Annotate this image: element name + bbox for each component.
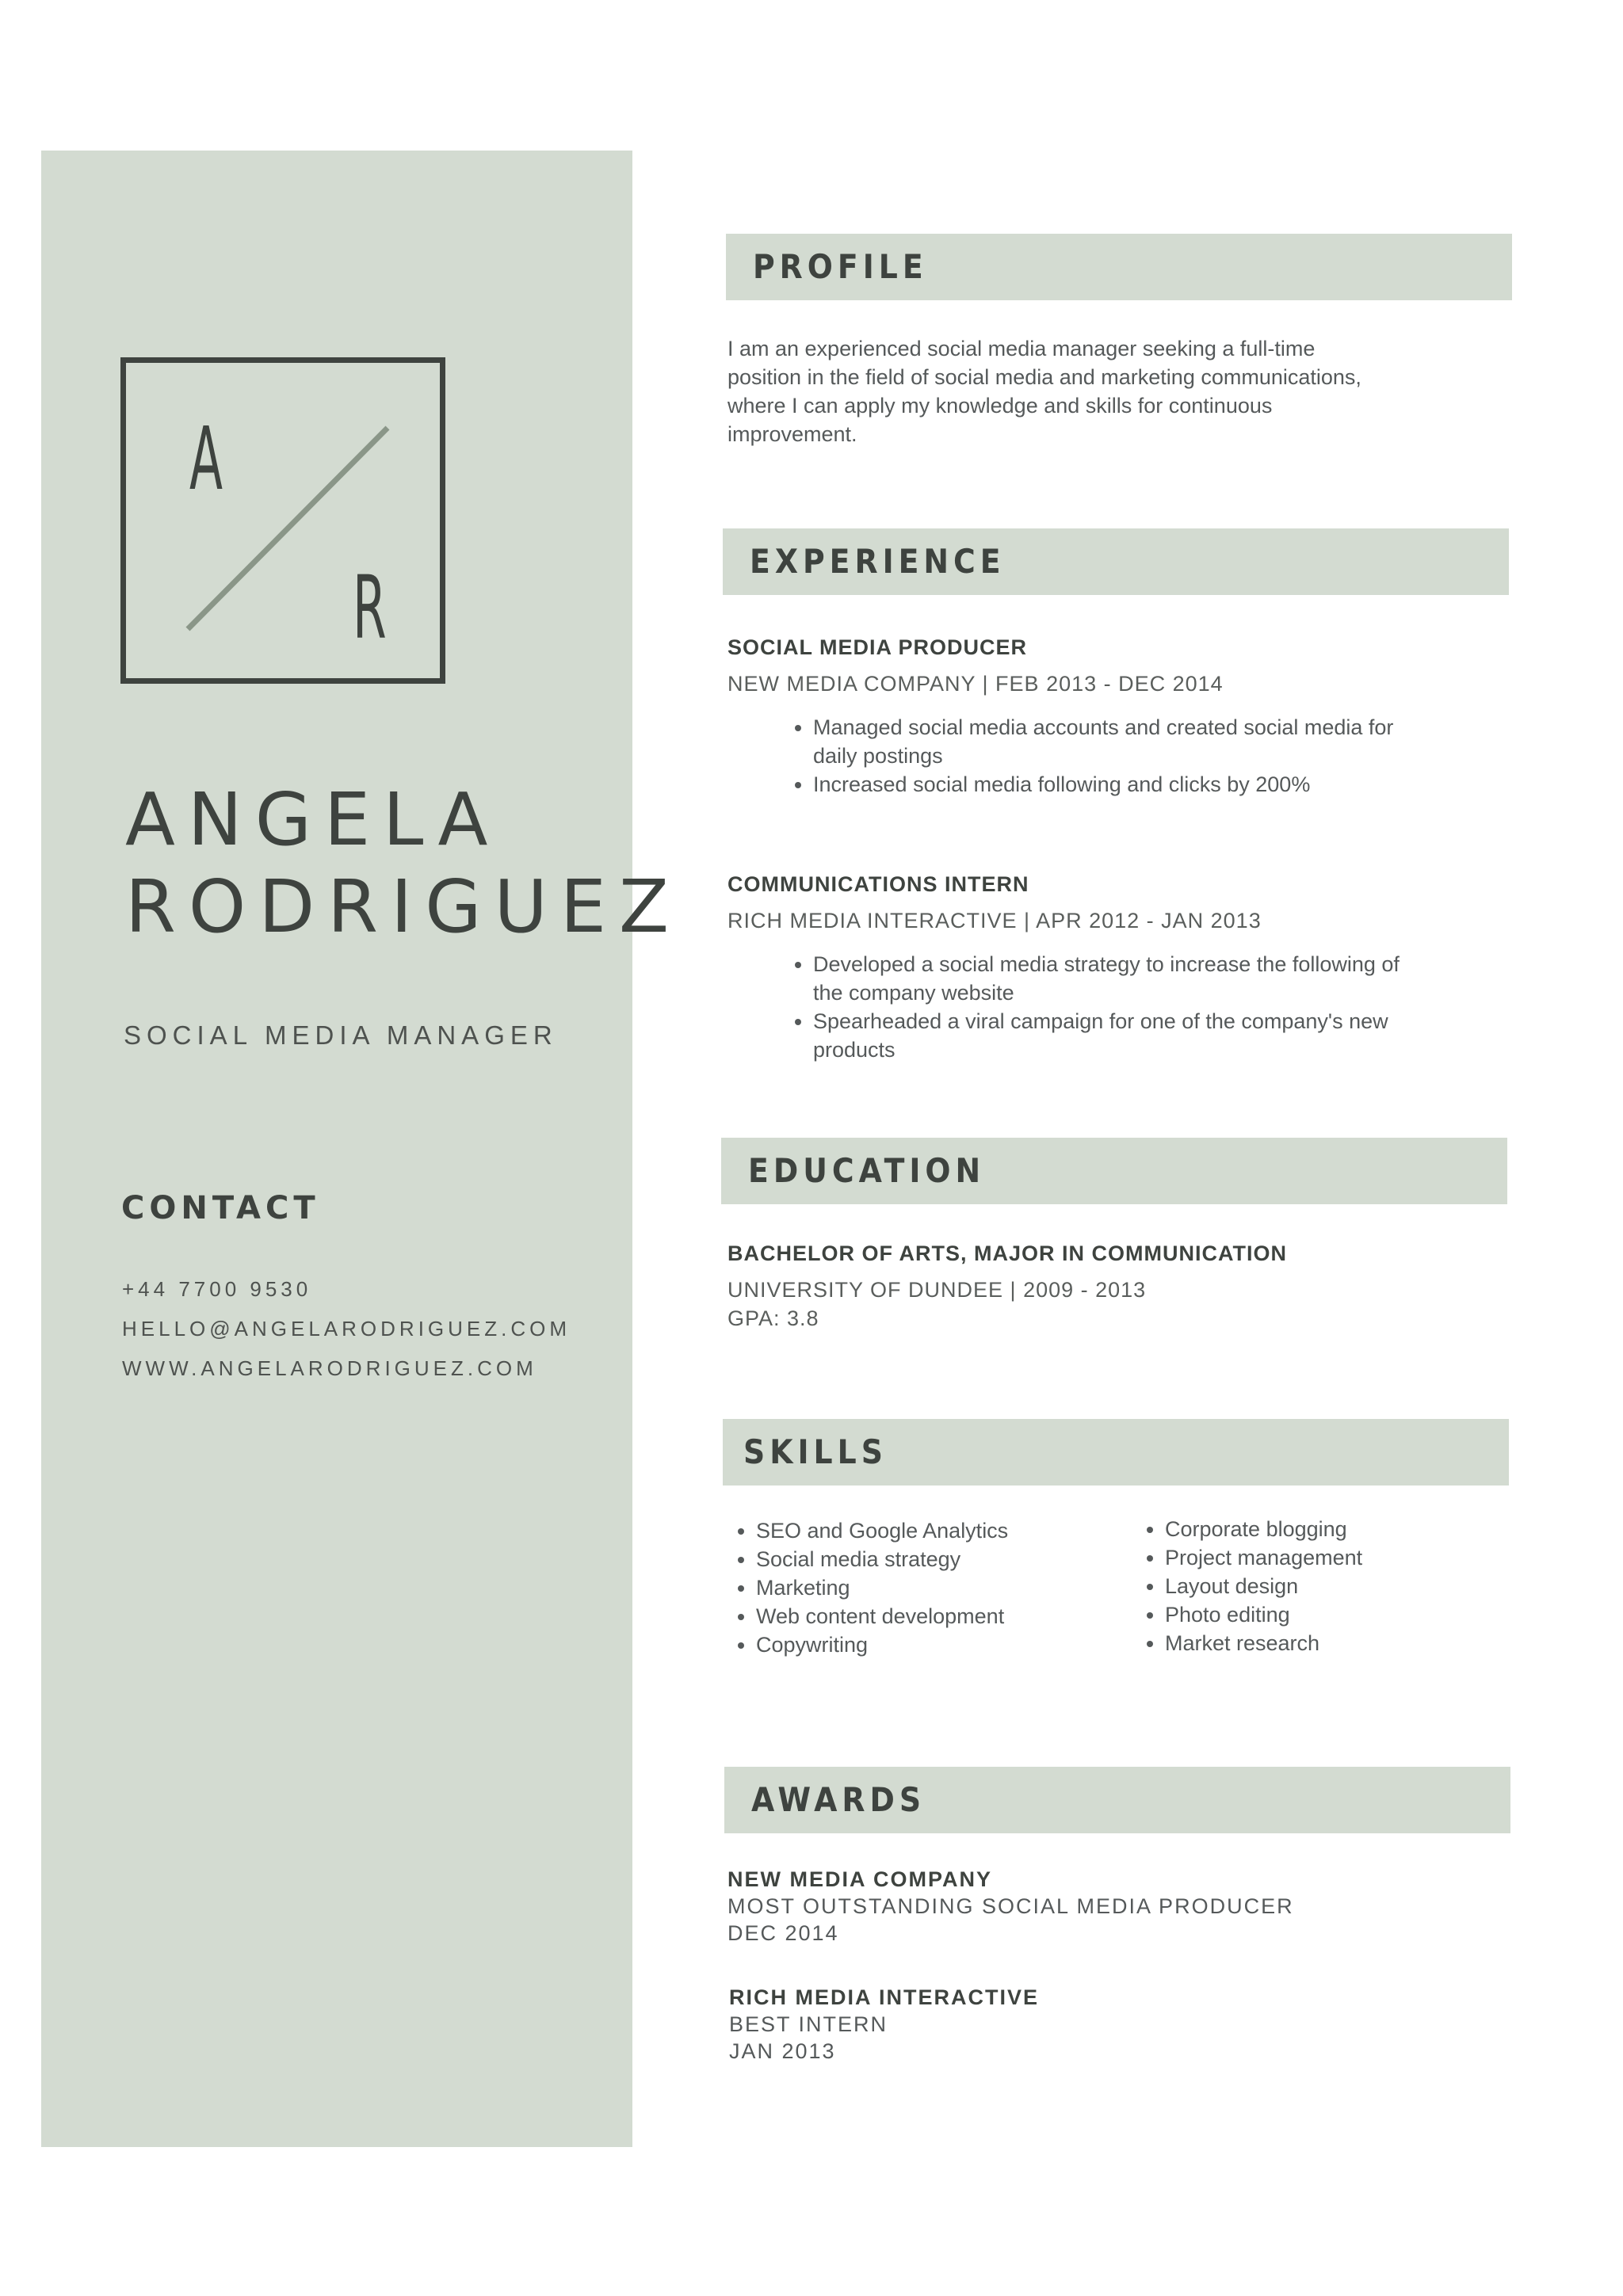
bullet-line: Developed a social media strategy to increase the following of	[813, 952, 1400, 976]
gpa: GPA: 3.8	[727, 1306, 819, 1330]
skill-item: • SEO and Google Analytics	[756, 1516, 1136, 1545]
skills-list-right	[1146, 1515, 1514, 1657]
job-title: SOCIAL MEDIA MANAGER	[124, 1020, 558, 1050]
contact-heading: CONTACT	[121, 1190, 320, 1226]
skill-item: • Layout design	[1165, 1572, 1514, 1600]
contact-phone: +44 7700 9530	[122, 1277, 312, 1301]
skill-item: • Marketing	[756, 1573, 1136, 1602]
job-bullet	[813, 1007, 1526, 1064]
profile-line: I am an experienced social media manager seeking a full-time	[727, 337, 1316, 360]
profile-section-band	[726, 234, 1512, 300]
award-date: DEC 2014	[727, 1921, 839, 1945]
job-bullet	[813, 950, 1526, 1007]
skills-section-band	[723, 1419, 1509, 1486]
skill-item: • Copywriting	[756, 1630, 1136, 1659]
experience-section-band	[723, 528, 1509, 595]
job-role: COMMUNICATIONS INTERN	[727, 872, 1029, 896]
skill-item: • Social media strategy	[756, 1545, 1136, 1573]
bullet-line: Managed social media accounts and created social media for	[813, 715, 1394, 739]
skill-item: • Corporate blogging	[1165, 1515, 1514, 1543]
award-organization: NEW MEDIA COMPANY	[727, 1867, 992, 1891]
award-title: MOST OUTSTANDING SOCIAL MEDIA PRODUCER	[727, 1894, 1294, 1918]
award-organization: RICH MEDIA INTERACTIVE	[729, 1985, 1040, 2009]
contact-email: HELLO@ANGELARODRIGUEZ.COM	[122, 1317, 571, 1341]
profile-heading: PROFILE	[753, 247, 928, 286]
job-bullet	[813, 770, 1526, 799]
profile-text	[727, 334, 1361, 448]
skills-list-left	[737, 1516, 1136, 1659]
awards-section-band	[724, 1767, 1510, 1833]
job-meta: RICH MEDIA INTERACTIVE | APR 2012 - JAN 2013	[727, 909, 1262, 933]
contact-list	[122, 1277, 571, 1396]
job-meta: NEW MEDIA COMPANY | FEB 2013 - DEC 2014	[727, 672, 1224, 696]
skill-item: • Web content development	[756, 1602, 1136, 1630]
job-bullets	[794, 713, 1526, 799]
skill-item: • Photo editing	[1165, 1600, 1514, 1629]
skills-heading: SKILLS	[743, 1432, 888, 1471]
job-bullet	[813, 713, 1526, 770]
school: UNIVERSITY OF DUNDEE | 2009 - 2013	[727, 1278, 1147, 1302]
bullet-line: the company website	[813, 981, 1014, 1005]
candidate-name	[125, 776, 682, 951]
award-title: BEST INTERN	[729, 2012, 888, 2036]
bullet-line: products	[813, 1038, 896, 1062]
profile-line: improvement.	[727, 422, 857, 446]
education-section-band	[721, 1138, 1507, 1204]
bullet-line: Increased social media following and clicks by 200%	[813, 772, 1311, 796]
monogram-letter-a: A	[189, 408, 223, 509]
profile-line: position in the field of social media and marketing communications,	[727, 365, 1361, 389]
name-last: RODRIGUEZ	[125, 864, 682, 949]
skill-item: • Project management	[1165, 1543, 1514, 1572]
job-bullets	[794, 950, 1526, 1064]
monogram-slash-icon	[126, 363, 440, 678]
degree: BACHELOR OF ARTS, MAJOR IN COMMUNICATION	[727, 1241, 1287, 1265]
job-role: SOCIAL MEDIA PRODUCER	[727, 635, 1028, 659]
bullet-line: daily postings	[813, 744, 943, 768]
monogram-letter-r: R	[353, 557, 387, 658]
awards-heading: AWARDS	[751, 1780, 926, 1819]
contact-website: WWW.ANGELARODRIGUEZ.COM	[122, 1356, 537, 1380]
award-date: JAN 2013	[729, 2039, 836, 2063]
name-first: ANGELA	[125, 777, 501, 862]
profile-line: where I can apply my knowledge and skills for continuous	[727, 394, 1273, 418]
monogram-logo	[120, 357, 445, 684]
education-heading: EDUCATION	[748, 1151, 986, 1190]
skill-item: • Market research	[1165, 1629, 1514, 1657]
experience-heading: EXPERIENCE	[750, 542, 1006, 581]
bullet-line: Spearheaded a viral campaign for one of the company's new	[813, 1009, 1388, 1033]
